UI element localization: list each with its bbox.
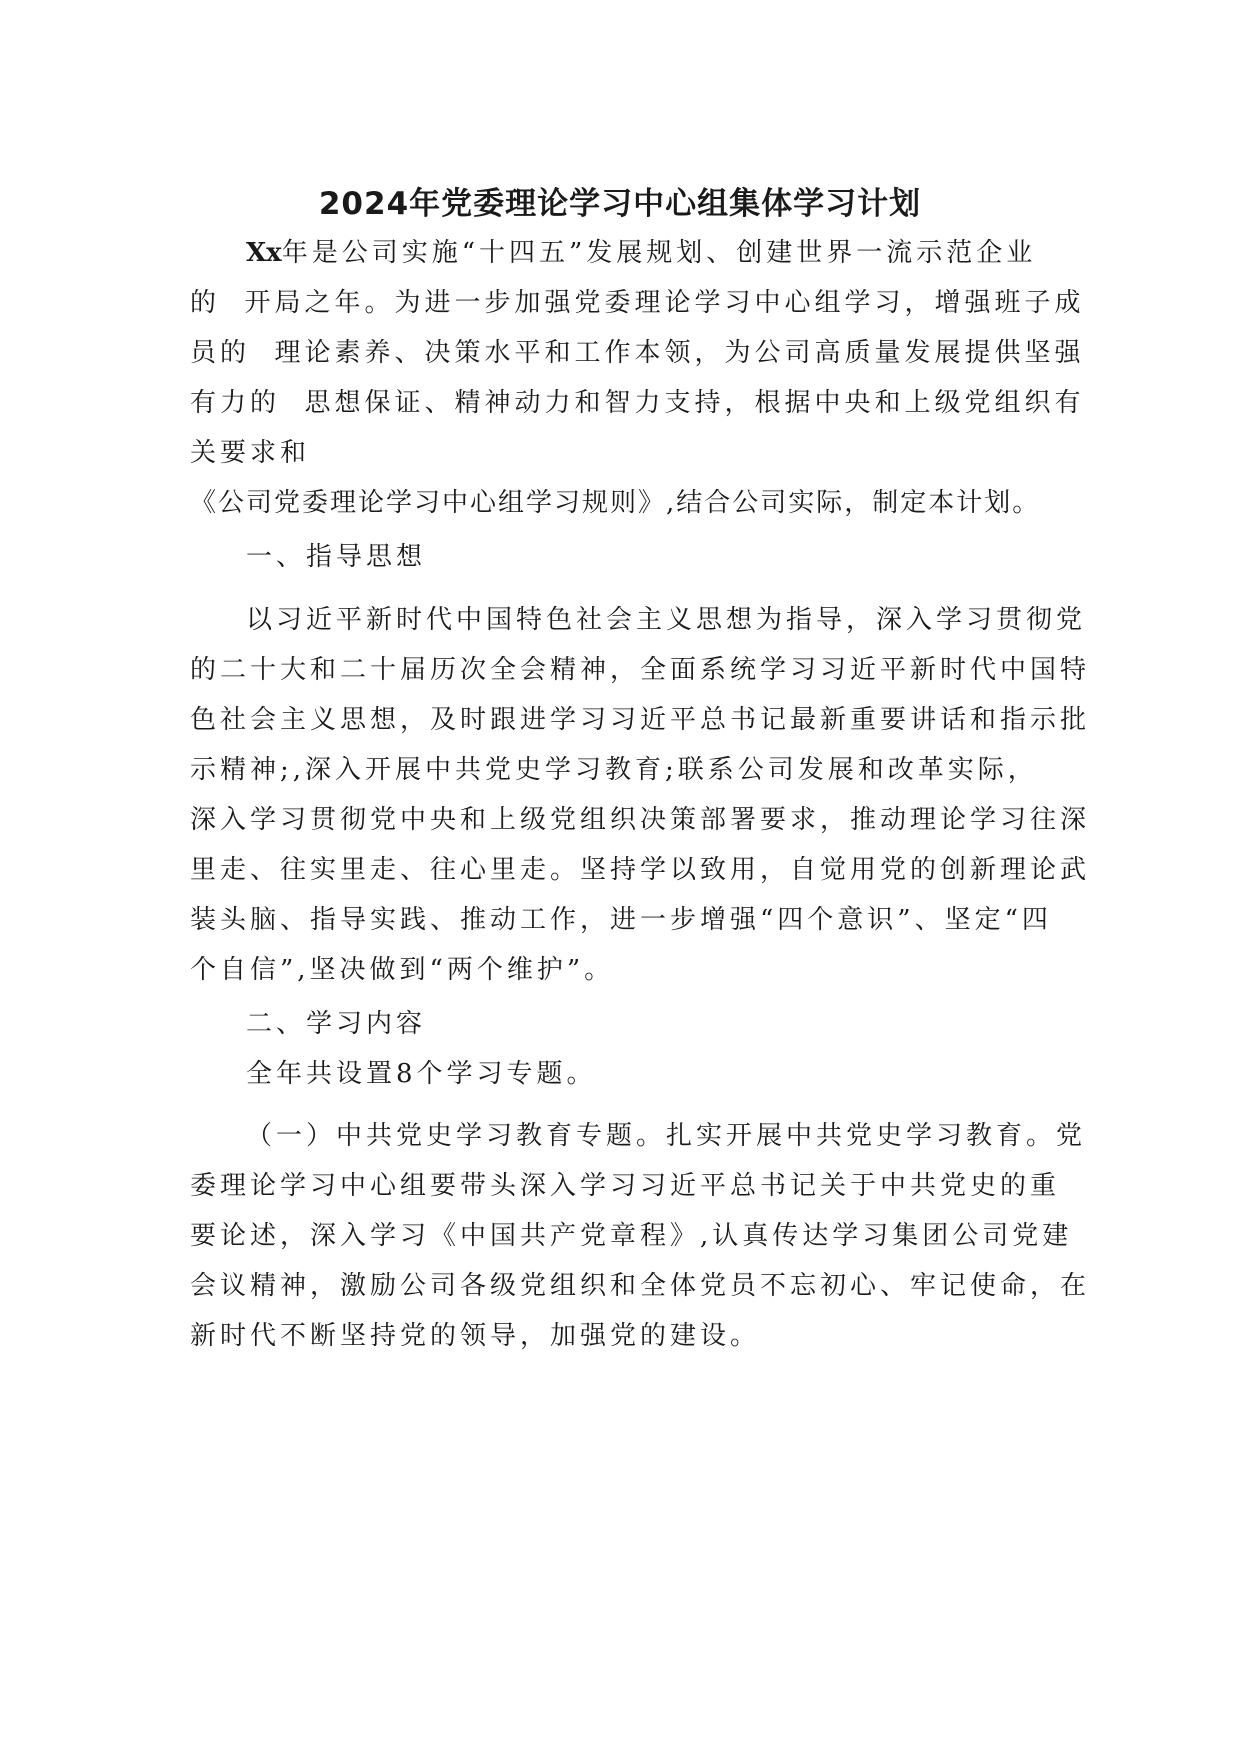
section2-line-4: 会议精神，激励公司各级党组织和全体党员不忘初心、牢记使命，在 <box>190 1271 1091 1301</box>
intro-prefix: Xx <box>246 238 282 268</box>
intro-line-6: 《公司党委理论学习中心组学习规则》,结合公司实际，制定本计划。 <box>190 488 1041 518</box>
intro-line-2: 的 开局之年。为进一步加强党委理论学习中心组学习，增强班子成 <box>190 288 1085 318</box>
intro-line-1 <box>246 233 1036 273</box>
document-title: 2024年党委理论学习中心组集体学习计划 <box>318 186 922 222</box>
section1-line-7: 装头脑、指导实践、推动工作，进一步增强“四个意识”、坚定“四 <box>190 905 1052 935</box>
section2-summary: 全年共设置8个学习专题。 <box>246 1059 597 1089</box>
section1-line-4: 示精神;,深入开展中共党史学习教育;联系公司发展和改革实际， <box>190 755 1038 785</box>
section1-line-2: 的二十大和二十届历次全会精神，全面系统学习习近平新时代中国特 <box>190 655 1091 685</box>
intro-line-3: 员的 理论素养、决策水平和工作本领，为公司高质量发展提供坚强 <box>190 338 1085 368</box>
intro-line-5: 关要求和 <box>190 438 311 468</box>
section2-line-5: 新时代不断坚持党的领导，加强党的建设。 <box>190 1321 761 1351</box>
section-heading-guiding-ideology: 一、指导思想 <box>246 542 427 572</box>
intro-line-1-text: 年是公司实施“十四五”发展规划、创建世界一流示范企业 <box>281 238 1037 268</box>
section1-line-1: 以习近平新时代中国特色社会主义思想为指导，深入学习贯彻党 <box>246 605 1087 635</box>
section1-line-3: 色社会主义思想，及时跟进学习习近平总书记最新重要讲话和指示批 <box>190 705 1091 735</box>
section2-line-2: 委理论学习中心组要带头深入学习习近平总书记关于中共党史的重 <box>190 1171 1061 1201</box>
section2-line-3: 要论述，深入学习《中国共产党章程》,认真传达学习集团公司党建 <box>190 1221 1073 1251</box>
section1-line-8: 个自信”,坚决做到“两个维护”。 <box>190 955 615 985</box>
section1-line-5: 深入学习贯彻党中央和上级党组织决策部署要求，推动理论学习往深 <box>190 805 1091 835</box>
section-heading-study-content: 二、学习内容 <box>246 1009 427 1039</box>
section2-line-1: （一）中共党史学习教育专题。扎实开展中共党史学习教育。党 <box>246 1121 1087 1151</box>
intro-line-4: 有力的 思想保证、精神动力和智力支持，根据中央和上级党组织有 <box>190 388 1085 418</box>
section1-line-6: 里走、往实里走、往心里走。坚持学以致用，自觉用党的创新理论武 <box>190 855 1091 885</box>
